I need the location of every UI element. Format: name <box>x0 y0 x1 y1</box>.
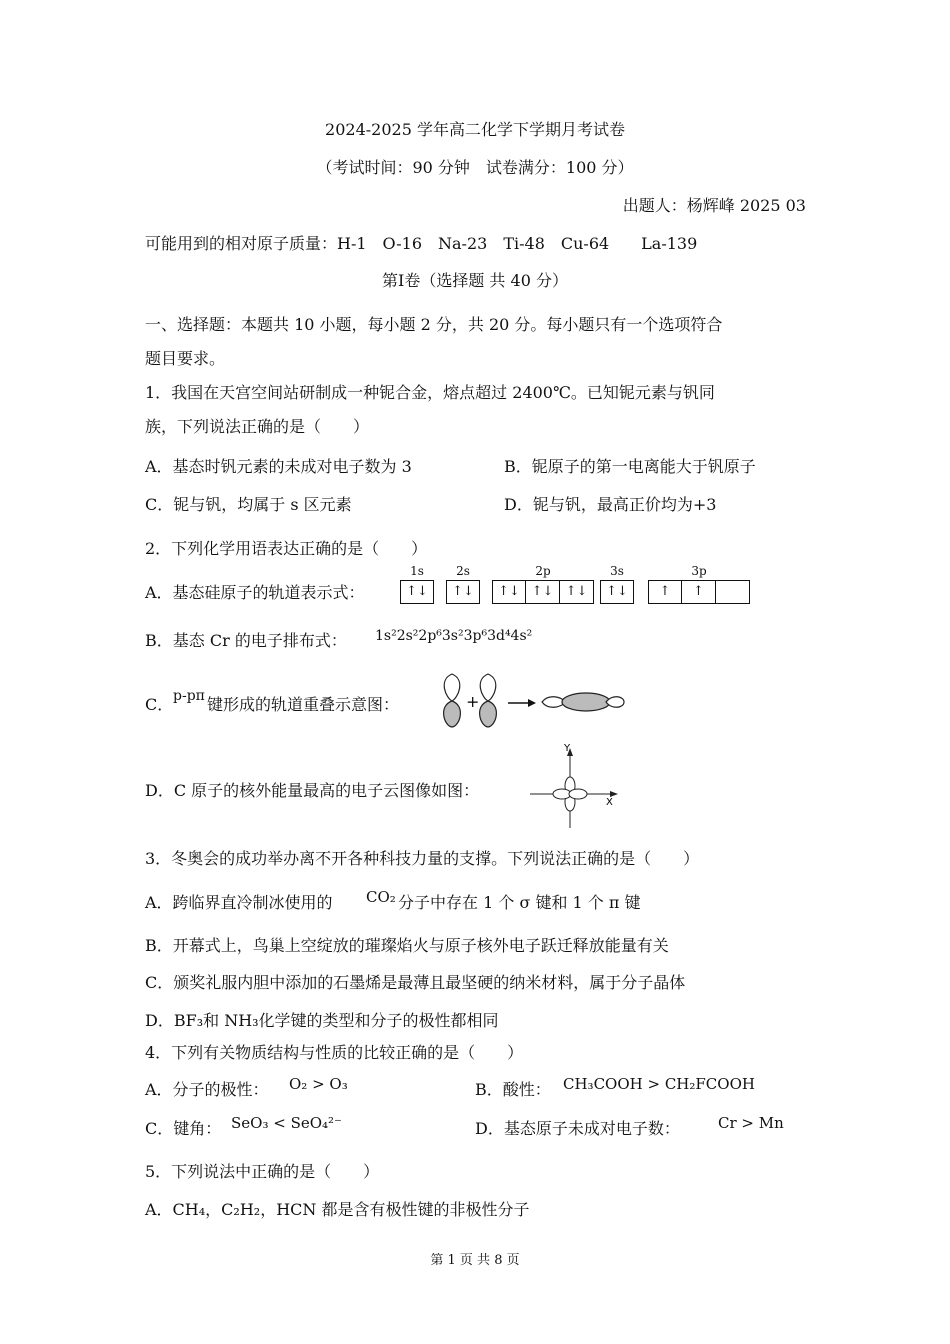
orbital-box: ↑↓ <box>446 580 480 604</box>
y-axis-label: Y <box>564 743 571 754</box>
q2-stem: 2．下列化学用语表达正确的是（ ） <box>145 539 428 558</box>
q2-option-b-label: B．基态 Cr 的电子排布式： <box>145 631 347 650</box>
q3-option-d: D．BF₃和 NH₃化学键的类型和分子的极性都相同 <box>145 1011 499 1030</box>
orbital-box <box>716 580 750 604</box>
co2-formula: CO₂ <box>366 888 396 906</box>
q3-option-c: C．颁奖礼服内胆中添加的石墨烯是最薄且最坚硬的纳米材料，属于分子晶体 <box>145 973 686 992</box>
orbital-label-3p: 3p <box>691 564 707 578</box>
q2-option-c-label: 键形成的轨道重叠示意图： <box>207 695 400 714</box>
q2-option-c-prefix: C． <box>145 695 174 714</box>
orbital-label-3s: 3s <box>610 564 624 578</box>
orbital-label-1s: 1s <box>410 564 424 578</box>
q4-option-d-label: D．基态原子未成对电子数： <box>475 1119 680 1138</box>
q1-option-b: B．铌原子的第一电离能大于钒原子 <box>504 457 756 476</box>
q5-stem: 5．下列说法中正确的是（ ） <box>145 1162 380 1181</box>
q2-option-a-label: A．基态硅原子的轨道表示式： <box>145 583 365 602</box>
q4-option-c-formula: SeO₃ < SeO₄²⁻ <box>231 1114 342 1132</box>
q3-option-a-suffix: 分子中存在 1 个 σ 键和 1 个 π 键 <box>398 893 641 912</box>
section-title: 第Ⅰ卷（选择题 共 40 分） <box>382 271 568 290</box>
orbital-box: ↑↓ <box>560 580 594 604</box>
q3-stem: 3．冬奥会的成功举办离不开各种科技力量的支撑。下列说法正确的是（ ） <box>145 849 700 868</box>
orbital-box: ↑↓ <box>492 580 526 604</box>
instruction-line-1: 一、选择题：本题共 10 小题，每小题 2 分，共 20 分。每小题只有一个选项符合 <box>145 315 723 334</box>
orbital-label-2p: 2p <box>535 564 551 578</box>
exam-title: 2024-2025 学年高二化学下学期月考试卷 <box>325 120 625 139</box>
orbital-box: ↑ <box>648 580 682 604</box>
cr-electron-configuration: 1s²2s²2p⁶3s²3p⁶3d⁴4s² <box>375 628 533 644</box>
plus-sign: + <box>466 692 480 711</box>
q1-stem-line-2: 族，下列说法正确的是（ ） <box>145 417 370 436</box>
orbital-box: ↑↓ <box>600 580 634 604</box>
q2-option-d-label: D．C 原子的核外能量最高的电子云图像如图： <box>145 781 480 800</box>
orbital-box: ↑↓ <box>400 580 434 604</box>
q3-option-a-prefix: A．跨临界直冷制冰使用的 <box>145 893 333 912</box>
q3-option-b: B．开幕式上，鸟巢上空绽放的璀璨焰火与原子核外电子跃迁释放能量有关 <box>145 936 669 955</box>
q1-option-a: A．基态时钒元素的未成对电子数为 3 <box>145 457 412 476</box>
pp-pi-label: p-pπ <box>173 688 205 704</box>
q4-option-b-formula: CH₃COOH > CH₂FCOOH <box>563 1075 755 1093</box>
pp-pi-overlap-diagram <box>438 672 628 730</box>
q1-option-d: D．铌与钒，最高正价均为+3 <box>504 495 717 514</box>
x-axis-label: X <box>606 797 613 808</box>
orbital-box: ↑ <box>682 580 716 604</box>
q4-option-d-formula: Cr > Mn <box>718 1114 784 1132</box>
orbital-box: ↑↓ <box>526 580 560 604</box>
silicon-orbital-diagram <box>400 564 760 614</box>
q4-option-a-label: A．分子的极性： <box>145 1080 269 1099</box>
q1-option-c: C．铌与钒，均属于 s 区元素 <box>145 495 352 514</box>
page-footer: 第 1 页 共 8 页 <box>430 1253 520 1268</box>
q1-stem-line-1: 1．我国在天宫空间站研制成一种铌合金，熔点超过 2400℃。已知铌元素与钒同 <box>145 383 715 402</box>
q4-option-c-label: C．键角： <box>145 1119 222 1138</box>
q4-option-b-label: B．酸性： <box>475 1080 551 1099</box>
exam-info: （考试时间：90 分钟 试卷满分：100 分） <box>316 158 634 177</box>
q5-option-a: A．CH₄，C₂H₂，HCN 都是含有极性键的非极性分子 <box>145 1200 530 1219</box>
electron-cloud-diagram <box>528 742 628 830</box>
q4-option-a-formula: O₂ > O₃ <box>289 1075 348 1093</box>
author-line: 出题人：杨辉峰 2025 03 <box>622 196 806 215</box>
atomic-masses: 可能用到的相对原子质量：H-1 O-16 Na-23 Ti-48 Cu-64 La-139 <box>145 234 698 253</box>
q4-stem: 4．下列有关物质结构与性质的比较正确的是（ ） <box>145 1043 524 1062</box>
instruction-line-2: 题目要求。 <box>145 349 226 368</box>
orbital-label-2s: 2s <box>456 564 470 578</box>
